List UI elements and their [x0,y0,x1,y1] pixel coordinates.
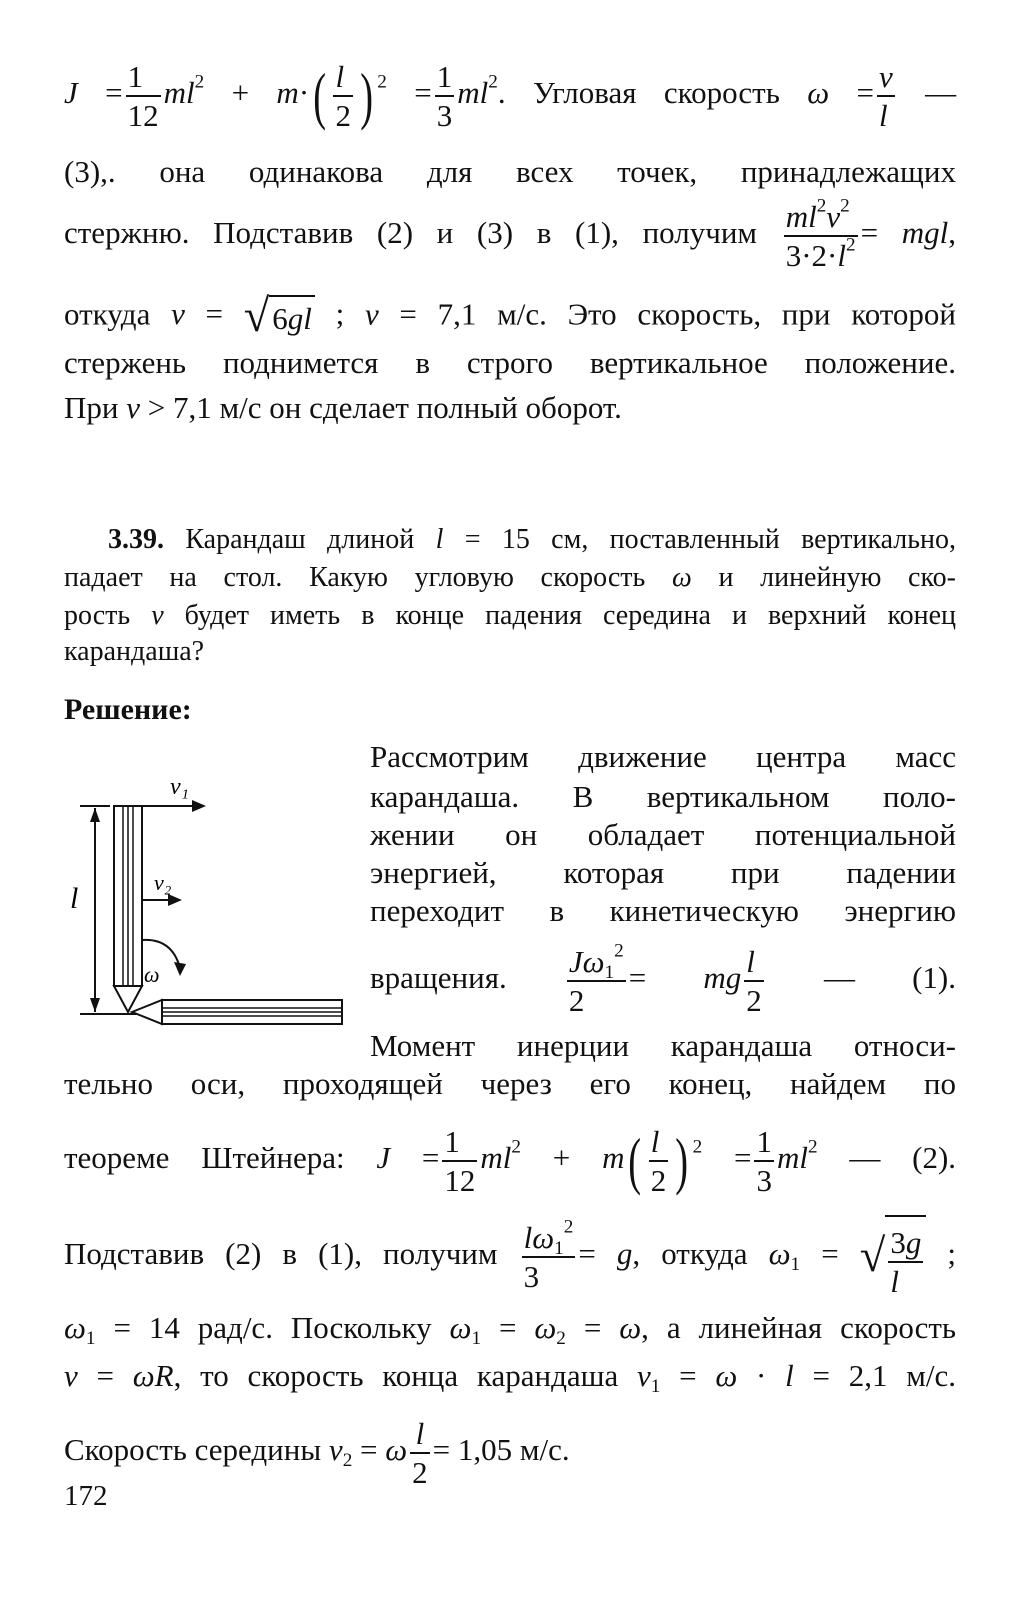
solution-line-5: переходит в кинетическую энергию [370,893,956,928]
problem-number: 3.39. [108,524,164,555]
solution-line-9: теореме Штейнера: J = $\frac{1}{12}$ $ml^2 + m$( $\frac{l}{2}$ ) $^2$ = $\frac{1}{3}$ $ml^2$ — (2). [64,1123,957,1198]
dimension-arrow-bottom [90,998,100,1012]
solution-line-10: Подставив (2) в (1), получим $\frac{l\omega_1^2}{3}$ = g, откуда $\omega_1$ = √ $\frac{3g}{l}$ ; [64,1216,957,1300]
dimension-arrow-top [90,808,100,822]
solution-line-4: энергией, которая при падении [370,855,956,890]
problem-line-3: рость v будет иметь в конце падения середина и верхний конец [64,600,957,631]
solution-heading: Решение: [64,693,192,726]
pencil-fallen-tip [132,1000,162,1024]
problem-line-4: карандаша? [64,636,205,667]
formula-line-moment: J = $\frac{1}{12}$ $ml^2 + m\cdot$( $\frac{l}{2}$ ) $^2$ = $\frac{1}{3}$ $ml^2$. Угловая скорость ω = $\frac{v}{l}$ — [64,58,957,133]
length-label: l [70,882,79,915]
solution-line-11: $\omega_1 = 14$ рад/с. Поскольку $\omega_1 = \omega_2 = \omega$, а линейная скорость [64,1310,957,1349]
angular-speed-text: Угловая скорость [532,75,780,110]
solution-line-7: Момент инерции карандаша относи- [370,1028,956,1063]
problem-line-1: 3.39. Карандаш длиной l = 15 см, поставленный вертикально, [108,524,957,555]
solution-line-8: тельно оси, проходящей через его конец, найдем по [64,1066,956,1101]
text-line-2: (3),. она одинакова для всех точек, принадлежащих [64,154,956,189]
v2-label: v₂ [154,870,172,895]
text-line-5: стержень поднимется в строго вертикальное положение. [64,345,956,380]
solution-line-13: Скорость середины $v_2 = \omega$ $\frac{l}{2}$ = 1,05 м/с. [64,1415,570,1490]
pencil-vertical-tip [114,986,142,1012]
solution-line-1: Рассмотрим движение центра масс [370,739,956,774]
page-number: 172 [64,1480,108,1512]
text-line-4: откуда v = √6gl ; v = 7,1 м/с. Это скорость, при которой [64,291,957,342]
solution-line-2: карандаша. В вертикальном поло- [370,779,956,814]
solution-line-12: v = ωR, то скорость конца карандаша $v_1 = \omega \cdot l = 2,1$ м/с. [64,1358,957,1397]
pencil-diagram [70,762,346,1032]
solution-line-6: вращения. $\frac{J\omega_1^2}{2}$ = mg $\frac{l}{2}$ — (1). [370,940,956,1018]
v1-label: v₁ [170,774,189,800]
text-line-3: стержню. Подставив (2) и (3) в (1), получим $\frac{ml^2v^2}{3\cdot 2\cdot l^2}$ = mgl, [64,195,957,273]
text-line-6: При v > 7,1 м/с он сделает полный оборот. [64,390,622,425]
pencil-figure [70,762,346,1032]
omega-label: ω [144,962,160,987]
problem-line-2: падает на стол. Какую угловую скорость ω и линейную ско- [64,562,956,593]
solution-line-3: жении он обладает потенциальной [370,817,956,852]
